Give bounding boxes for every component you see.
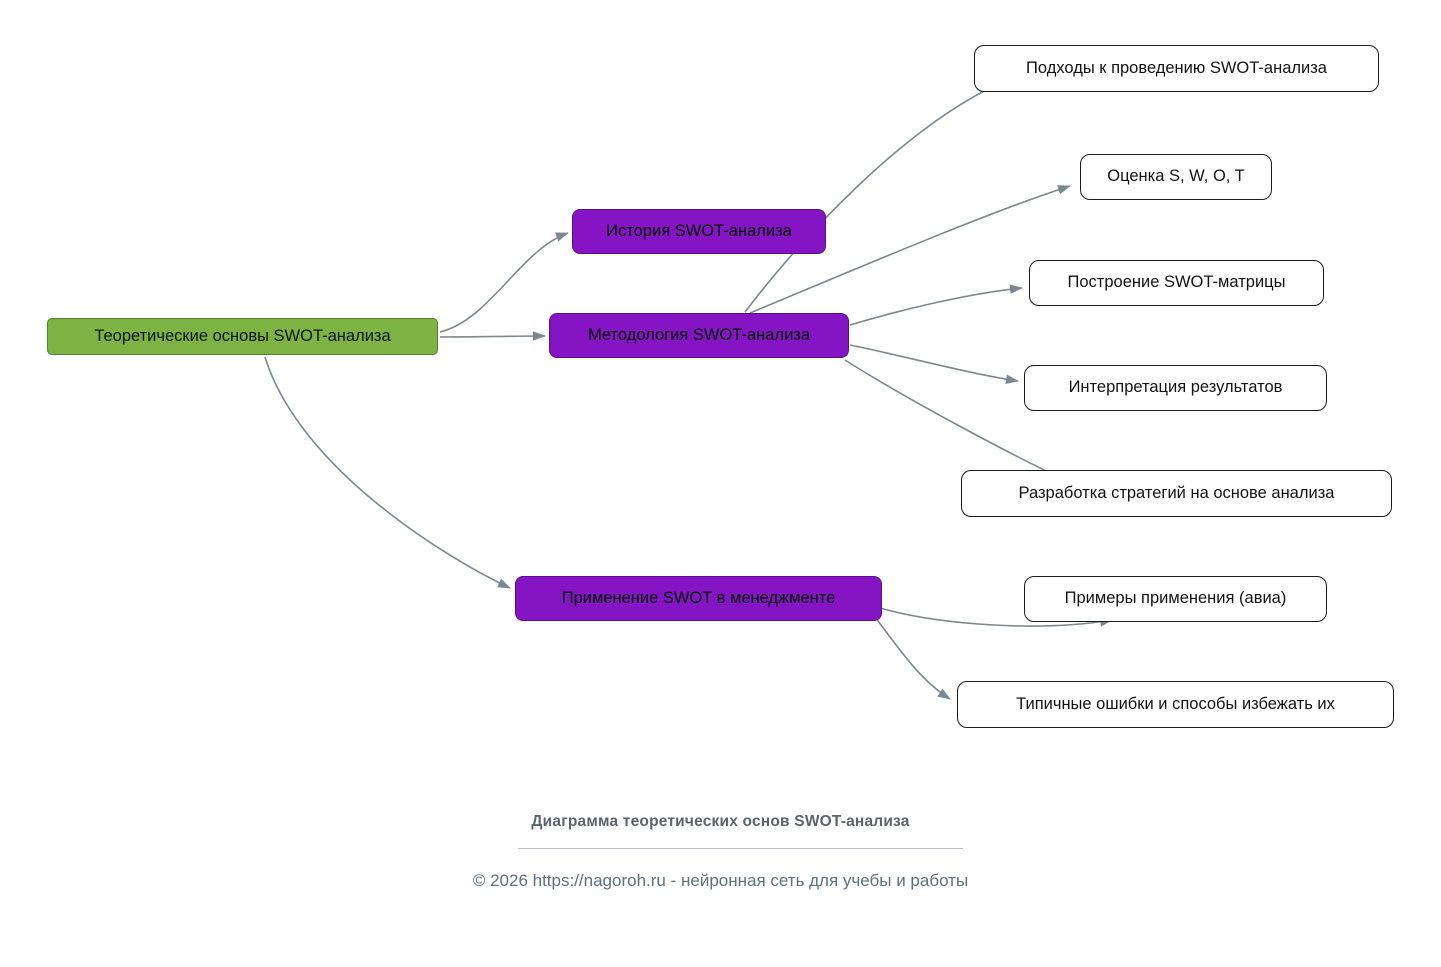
edge-methodology-to-interpret [850,345,1018,381]
edge-root-to-management [265,357,510,588]
node-swot_eval[interactable]: Оценка S, W, O, T [1080,154,1272,200]
node-management[interactable]: Применение SWOT в менеджменте [515,576,882,621]
edge-methodology-to-matrix [850,288,1022,325]
node-interpret[interactable]: Интерпретация результатов [1024,365,1327,411]
diagram-caption: Диаграмма теоретических основ SWOT-анализа [531,813,910,830]
node-history[interactable]: История SWOT-анализа [572,209,826,254]
node-examples[interactable]: Примеры применения (авиа) [1024,576,1327,622]
node-approaches[interactable]: Подходы к проведению SWOT-анализа [974,45,1379,92]
edge-management-to-mistakes [875,617,950,699]
node-mistakes[interactable]: Типичные ошибки и способы избежать их [957,681,1394,728]
node-strategies[interactable]: Разработка стратегий на основе анализа [961,470,1392,517]
footer-credit: © 2026 https://nagoroh.ru - нейронная сеть для учебы и работы [472,871,969,890]
edge-methodology-to-approaches [745,83,1000,312]
node-root[interactable]: Теоретические основы SWOT-анализа [47,318,438,355]
footer-divider [518,848,963,849]
node-methodology[interactable]: Методология SWOT-анализа [549,313,849,358]
node-matrix[interactable]: Построение SWOT-матрицы [1029,260,1324,306]
edge-root-to-methodology [440,336,545,337]
